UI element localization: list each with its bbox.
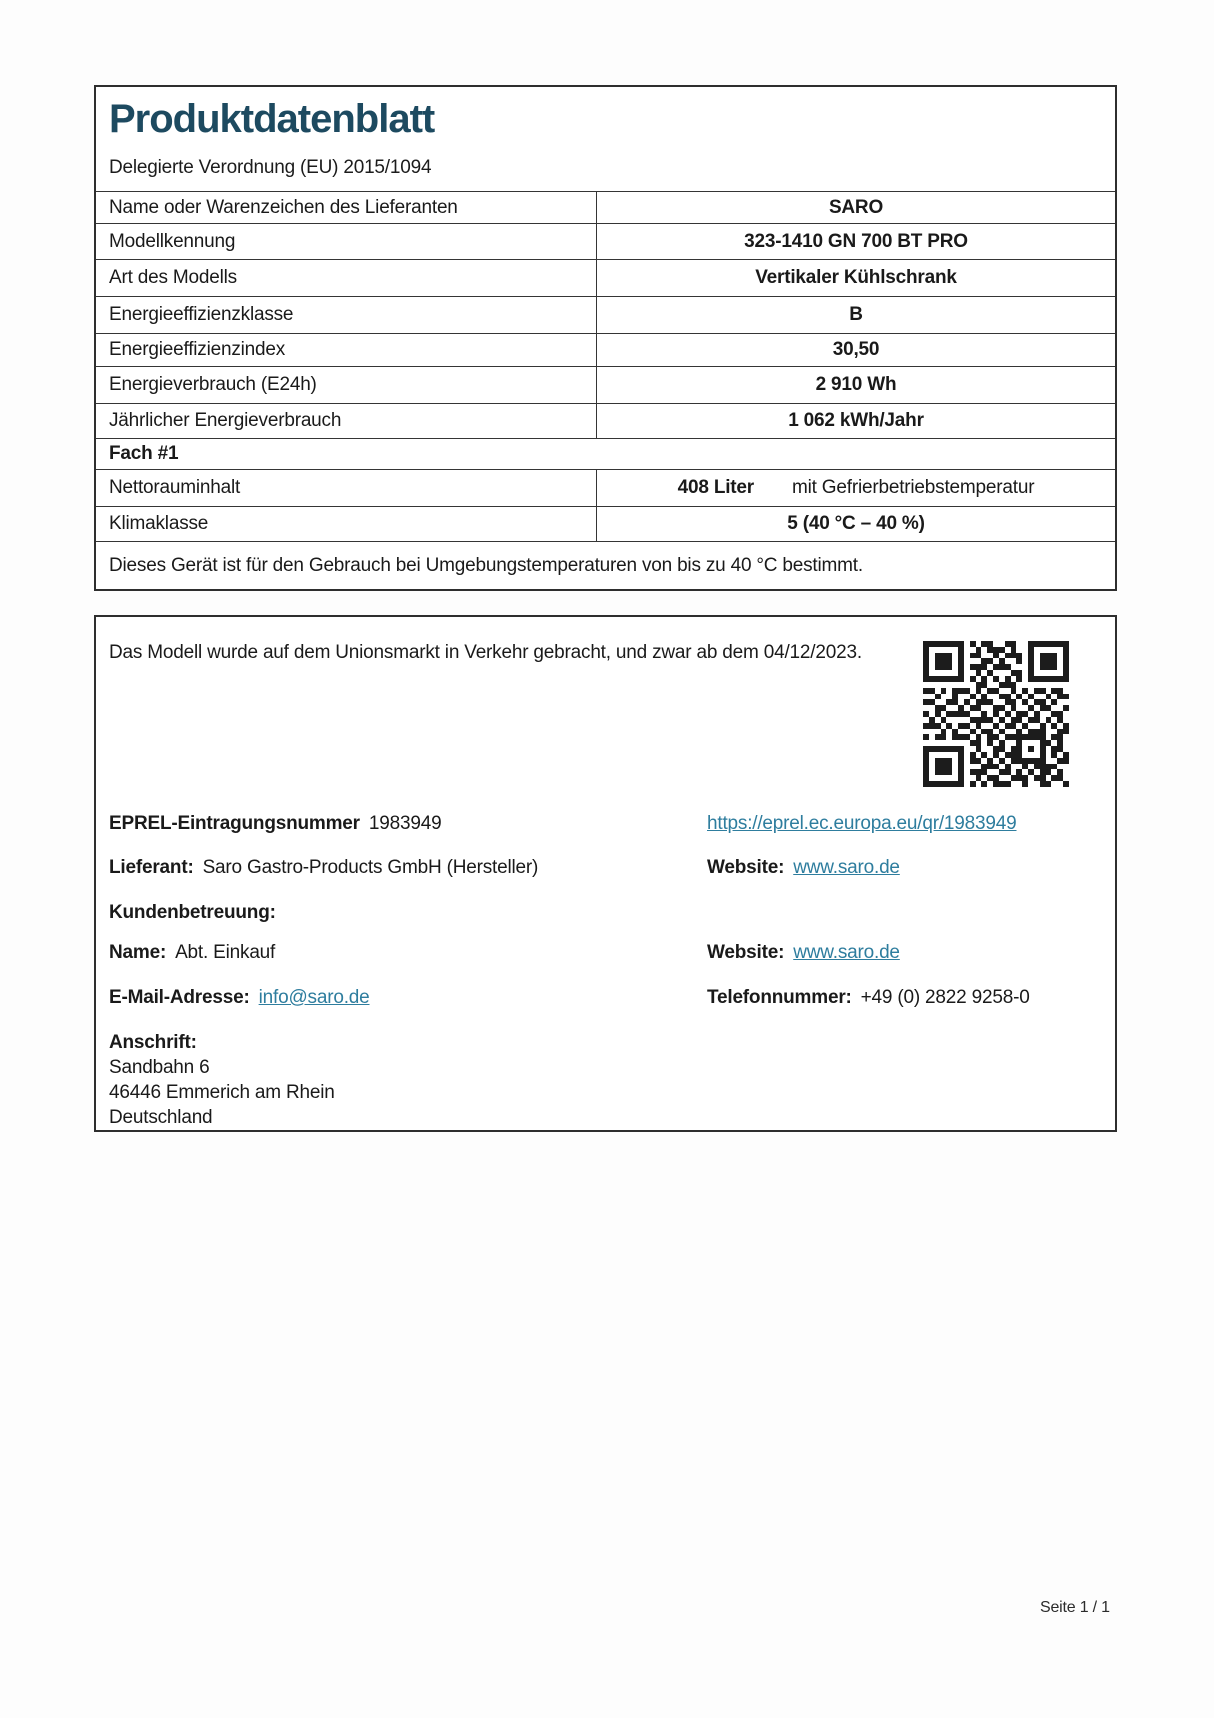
- customer-care-row: [109, 902, 1102, 924]
- address-line: Deutschland: [109, 1107, 213, 1128]
- spec-value: Vertikaler Kühlschrank: [755, 267, 957, 288]
- spec-label: Art des Modells: [96, 260, 597, 296]
- website-label: Website:: [707, 857, 785, 878]
- page-number: Seite 1 / 1: [1040, 1599, 1110, 1616]
- supplier-row: [109, 857, 1102, 879]
- eprel-link-group: [707, 813, 1017, 835]
- phone-label: Telefonnummer:: [707, 987, 852, 1008]
- net-volume-value: 408 Liter: [677, 477, 754, 498]
- product-datasheet-card: [94, 85, 1117, 591]
- spec-value: [597, 470, 1115, 506]
- spec-label: Energieverbrauch (E24h): [96, 367, 597, 403]
- spec-label: Klimaklasse: [96, 507, 597, 541]
- table-row: [96, 333, 1115, 366]
- spec-value: 323-1410 GN 700 BT PRO: [744, 230, 968, 252]
- eprel-link[interactable]: https://eprel.ec.europa.eu/qr/1983949: [707, 813, 1017, 834]
- contact-name-value: Abt. Einkauf: [175, 942, 276, 963]
- supplier-value: Saro Gastro-Products GmbH (Hersteller): [202, 857, 539, 878]
- website-link[interactable]: www.saro.de: [793, 857, 900, 878]
- phone-value: +49 (0) 2822 9258-0: [860, 987, 1030, 1008]
- website2-group: [707, 942, 900, 964]
- contact-name-group: [109, 942, 707, 964]
- address-line: Sandbahn 6: [109, 1057, 210, 1078]
- spec-label: Modellkennung: [96, 224, 597, 259]
- compartment-header-row: [96, 438, 1115, 469]
- spec-value: 30,50: [832, 339, 880, 360]
- contact-name-row: [109, 942, 1102, 964]
- compartment-header: Fach #1: [109, 443, 179, 464]
- table-row: [96, 469, 1115, 506]
- table-row: [96, 403, 1115, 438]
- spec-label: Energieeffizienzindex: [96, 334, 597, 366]
- spec-value: 5 (40 °C – 40 %): [787, 513, 925, 534]
- address-lines: [109, 1030, 335, 1130]
- spec-value: 2 910 Wh: [815, 374, 897, 395]
- address-block: [109, 1030, 1102, 1130]
- website-group: [707, 857, 900, 879]
- spec-value: 1 062 kWh/Jahr: [788, 410, 924, 431]
- spec-label: Jährlicher Energieverbrauch: [96, 404, 597, 438]
- qr-code: [923, 641, 1069, 787]
- website2-label: Website:: [707, 942, 785, 963]
- email-label: E-Mail-Adresse:: [109, 987, 250, 1008]
- eprel-label: EPREL-Eintragungsnummer: [109, 813, 360, 834]
- spec-value: SARO: [828, 196, 884, 218]
- market-info-card: [94, 615, 1117, 1132]
- contact-name-label: Name:: [109, 942, 167, 963]
- table-row: [96, 366, 1115, 403]
- email-row: [109, 987, 1102, 1009]
- table-row: [96, 223, 1115, 259]
- phone-group: [707, 987, 1030, 1009]
- footnote-row: [96, 541, 1115, 589]
- eprel-number: 1983949: [368, 813, 442, 834]
- spec-value: B: [849, 304, 863, 325]
- ambient-temperature-note: Dieses Gerät ist für den Gebrauch bei Umgebungstemperaturen von bis zu 40 °C bestimmt.: [109, 554, 863, 576]
- table-row: [96, 259, 1115, 296]
- net-volume-suffix: mit Gefrierbetriebstemperatur: [792, 477, 1035, 498]
- page-title: Produktdatenblatt: [109, 97, 435, 141]
- table-row: [96, 506, 1115, 541]
- email-group: [109, 987, 707, 1009]
- market-intro-text: Das Modell wurde auf dem Unionsmarkt in Verkehr gebracht, und zwar ab dem 04/12/2023.: [109, 642, 862, 663]
- customer-care-group: [109, 902, 707, 924]
- spec-label: Name oder Warenzeichen des Lieferanten: [96, 192, 597, 223]
- eprel-row: [109, 813, 1102, 835]
- spec-label: Energieeffizienzklasse: [96, 297, 597, 333]
- website2-link[interactable]: www.saro.de: [793, 942, 900, 963]
- address-line: 46446 Emmerich am Rhein: [109, 1082, 335, 1103]
- customer-care-label: Kundenbetreuung:: [109, 902, 276, 923]
- regulation-subtitle: Delegierte Verordnung (EU) 2015/1094: [109, 157, 432, 178]
- datasheet-header: [96, 87, 1115, 191]
- spec-label: Nettorauminhalt: [96, 470, 597, 506]
- email-link[interactable]: info@saro.de: [258, 987, 370, 1008]
- supplier-group: [109, 857, 707, 879]
- supplier-label: Lieferant:: [109, 857, 194, 878]
- address-label: Anschrift:: [109, 1032, 197, 1053]
- eprel-number-group: [109, 813, 707, 835]
- table-row: [96, 296, 1115, 333]
- table-row: [96, 191, 1115, 223]
